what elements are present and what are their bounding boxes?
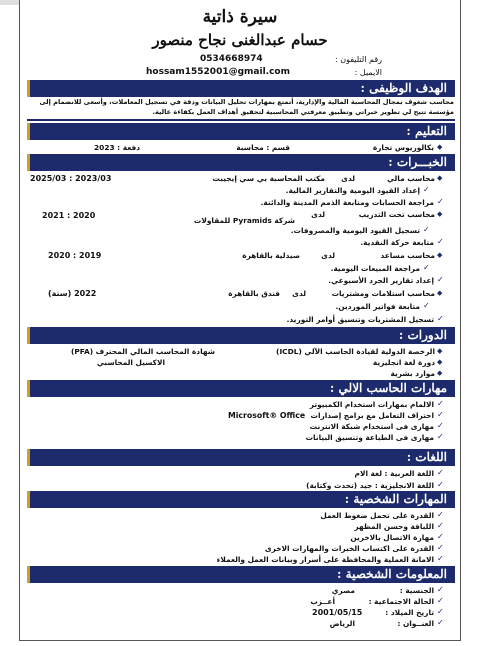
- check-icon: ✓: [437, 618, 444, 627]
- job-at: لدى: [311, 210, 325, 219]
- info-label: العنــوان :: [397, 619, 434, 628]
- job-org: شركة Pyramids للمقاولات: [193, 216, 295, 225]
- personal-skill: اللباقة وحسن المظهر: [354, 522, 434, 531]
- check-icon: ✓: [423, 301, 430, 310]
- diamond-icon: ◆: [437, 358, 443, 366]
- check-icon: ✓: [437, 596, 444, 605]
- job-task: تسجيل المشتريات وتنسيق أوامر التوريد.: [286, 315, 434, 324]
- check-icon: ✓: [423, 185, 430, 194]
- personal-skill: مهارة الاتصال بالاخرين: [350, 533, 434, 542]
- diamond-icon: ◆: [437, 347, 443, 355]
- job-title: محاسب استلامات ومشتريات: [331, 289, 435, 298]
- computer-skills-heading: مهارات الحاسب الالي :: [27, 380, 455, 397]
- check-icon: ✓: [437, 314, 444, 323]
- courses-heading: الدورات :: [27, 327, 455, 344]
- job-title: محاسب تحت التدريب: [358, 210, 435, 219]
- course-item: موارد بشرية: [390, 369, 435, 378]
- job-at: لدى: [292, 289, 306, 298]
- job-task: متابعة فواتير الموردين.: [335, 302, 420, 311]
- diamond-icon: ◆: [437, 174, 443, 182]
- course-item: شهادة المحاسب المالي المحترف (PFA): [70, 347, 215, 356]
- check-icon: ✓: [423, 263, 430, 272]
- job-title: محاسب مالي: [387, 174, 435, 183]
- education-degree: بكالوريوس تجارة: [372, 143, 434, 152]
- job-period: 2025/03 : 2023/03: [30, 174, 112, 183]
- job-task: متابعة حركة النقدية.: [360, 238, 434, 247]
- check-icon: ✓: [437, 197, 444, 206]
- info-value: 2001/05/15: [312, 608, 363, 617]
- check-icon: ✓: [437, 532, 444, 541]
- diamond-icon: ◆: [437, 251, 443, 259]
- info-label: تاريخ الميلاد :: [385, 608, 434, 617]
- computer-skill: الالمام بمهارات استخدام الكمبيوتر: [309, 400, 434, 409]
- job-task: إعداد القيود اليومية والتقارير المالية.: [285, 186, 420, 195]
- email-label: الايميل :: [354, 68, 382, 77]
- info-value: أعــزب: [310, 597, 335, 606]
- info-label: الجنسية :: [399, 586, 434, 595]
- computer-skill: مهارى فى الطباعة وتنسيق البيانات: [305, 433, 434, 442]
- personal-skill: القدرة على تحمل ضغوط العمل: [320, 511, 434, 520]
- job-org: مكتب المحاسبة بي سي إيجيبت: [212, 174, 325, 183]
- computer-skill: مهارى فى استخدام شبكة الانترنت: [309, 422, 434, 431]
- experience-heading: الخبـــرات :: [27, 154, 455, 171]
- info-value: مصري: [331, 586, 355, 595]
- info-value: الرياض: [329, 619, 355, 628]
- objective-line-2: مؤسسة تتيح لي تطوير خبراتي وتطبيق معرفتي المحاسبية لتحقيق أهداف العمل بكفاءة عالية.: [152, 108, 454, 116]
- diamond-icon: ◆: [437, 210, 443, 218]
- job-at: لدى: [321, 251, 335, 260]
- check-icon: ✓: [437, 480, 444, 489]
- email-value: hossam1552001@gmail.com: [146, 67, 290, 77]
- personal-skill: القدرة على اكتساب الخبرات والمهارات الاخرى: [264, 544, 434, 553]
- check-icon: ✓: [437, 607, 444, 616]
- phone-label: رقم التليفون :: [335, 55, 382, 64]
- office-product: Microsoft® Office: [228, 411, 306, 420]
- education-heading: التعليم :: [27, 123, 455, 140]
- check-icon: ✓: [437, 410, 444, 419]
- job-task: إعداد تقارير الجرد الأسبوعي.: [328, 276, 434, 285]
- personal-info-heading: المعلومات الشخصية :: [27, 566, 455, 583]
- job-task: مراجعة الحسابات ومتابعة الذمم المدينة والدائنة.: [260, 198, 434, 207]
- language-item: اللغة العربية : لغة الام: [354, 469, 434, 478]
- objective-heading: الهدف الوظيفى :: [27, 80, 455, 97]
- job-task: تسجيل القيود اليومية والمصروفات.: [290, 226, 420, 235]
- check-icon: ✓: [437, 421, 444, 430]
- course-item: دورة لغة انجليزية: [372, 358, 435, 367]
- computer-skill: احتراف التعامل مع برامج إصدارات: [310, 411, 434, 420]
- objective-line-1: محاسب شغوف بمجال المحاسبة المالية والإدارية، أتمتع بمهارات تحليل البيانات ودقة في تسجيل المعاملات، وأسعى للانضمام إلى: [39, 98, 454, 106]
- check-icon: ✓: [437, 237, 444, 246]
- personal-skill: الامانة العملية والمحافظة على أسرار وبيانات العمل والعملاء: [216, 555, 434, 564]
- languages-heading: اللغات :: [27, 449, 455, 466]
- objective-rule: [27, 119, 455, 121]
- education-dept: قسم : محاسبة: [236, 143, 290, 152]
- job-org: صيدلية بالقاهرة: [242, 251, 300, 260]
- check-icon: ✓: [423, 225, 430, 234]
- check-icon: ✓: [437, 585, 444, 594]
- phone-value: 0534668974: [200, 54, 263, 64]
- diamond-icon: ◆: [437, 143, 443, 151]
- personal-skills-heading: المهارات الشخصية :: [27, 491, 455, 508]
- person-name: حسام عبدالغنى نجاح منصور: [152, 31, 328, 49]
- check-icon: ✓: [437, 521, 444, 530]
- check-icon: ✓: [437, 275, 444, 284]
- job-at: لدى: [341, 174, 355, 183]
- check-icon: ✓: [437, 554, 444, 563]
- education-year: دفعة : 2023: [94, 143, 140, 152]
- job-org: فندق بالقاهرة: [228, 289, 280, 298]
- info-label: الحالة الاجتماعية :: [368, 597, 434, 606]
- job-task: مراجعة المبيعات اليومية.: [330, 264, 420, 273]
- job-period: 2022 (سنة): [48, 289, 97, 298]
- language-item: اللغة الانجليزية : جيد (تحدث وكتابة): [306, 481, 434, 490]
- job-period: 2021 : 2020: [42, 211, 96, 220]
- job-title: محاسب مساعد: [380, 251, 435, 260]
- check-icon: ✓: [437, 399, 444, 408]
- diamond-icon: ◆: [437, 369, 443, 377]
- check-icon: ✓: [437, 432, 444, 441]
- diamond-icon: ◆: [437, 289, 443, 297]
- check-icon: ✓: [437, 543, 444, 552]
- check-icon: ✓: [437, 510, 444, 519]
- course-item: الرخصة الدولية لقيادة الحاسب الآلي (ICDL): [276, 347, 435, 356]
- course-item: الاكسيل المحاسبي: [96, 358, 165, 367]
- check-icon: ✓: [437, 468, 444, 477]
- job-period: 2020 : 2019: [48, 251, 102, 260]
- cv-title: سيرة ذاتية: [202, 7, 278, 27]
